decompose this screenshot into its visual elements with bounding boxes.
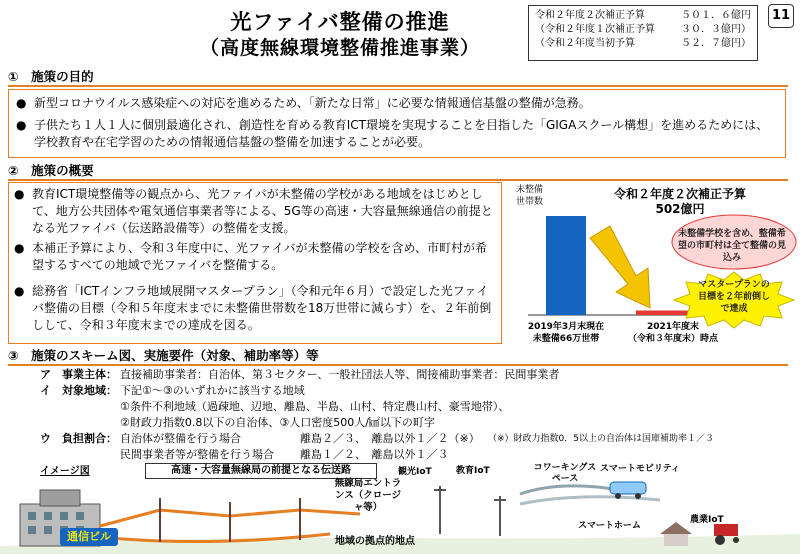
house-icon xyxy=(660,522,692,546)
callout-red-text: 未整備学校を含め、整備希望の市町村は全て整備の見込み xyxy=(677,229,786,263)
category-label: 未整備66万世帯 xyxy=(532,334,600,344)
bullet-icon: ● xyxy=(14,241,25,255)
category-label: （令和３年度末）時点 xyxy=(627,334,719,344)
callout-yellow-text: マスタープランの目標を２年前倒しで達成 xyxy=(697,280,770,314)
list-item: ● 教育ICT環境整備等の観点から、光ファイバが未整備の学校がある地域をはじめとして、地方公共団体や電気通信事業者等による、5G等の高速・大容量無線通信の前提となる光ファイバ（伝送路設備等）の整備を支援。 xyxy=(14,187,493,235)
list-item: ● 子供たち１人１人に個別最適化され、創造性を育める教育ICT環境を実現することを目指した「GIGAスクール構想」を進めるためには、学校教育や在宅学習のための情報通信基盤の整備を加速することが必要。 xyxy=(16,118,769,149)
chart-bar-2019 xyxy=(546,216,586,315)
bullet-icon: ● xyxy=(16,96,27,110)
spot-label: スマートホーム xyxy=(578,521,641,531)
category-label: 2019年3月末現在 xyxy=(527,322,605,332)
spot-label: スマートモビリティ xyxy=(600,464,680,474)
building-label: 通信ビル xyxy=(60,528,118,546)
category-label: 2021年度末 xyxy=(646,322,700,332)
list-item: ● 総務省「ICTインフラ地域展開マスタープラン」（令和元年６月）で設定した光ファイバ整備の目標（令和５年度末までに未整備世帯数を18万世帯に減らす）を、２年前倒しして、令和３年度末までの達成を図る。 xyxy=(14,284,492,332)
spot-label: 農業IoT xyxy=(690,515,724,525)
page-title: 光ファイバ整備の推進 xyxy=(230,10,450,34)
scheme-row: ①条件不利地域（過疎地、辺地、離島、半島、山村、特定農山村、豪雪地帯）、 xyxy=(120,400,510,413)
scheme-row: ②財政力指数0.8以下の自治体、③人口密度500人/㎢以下の町字 xyxy=(120,416,435,429)
antenna-icon xyxy=(494,496,506,536)
spot-label: 観光IoT xyxy=(398,467,432,477)
area-label: 地域の拠点的地点 xyxy=(335,536,415,547)
bullet-icon: ● xyxy=(14,187,25,201)
antenna-icon xyxy=(434,486,446,534)
budget-row: （令和２年度当初予算 ５２．７億円） xyxy=(535,38,751,49)
scheme-details xyxy=(40,368,780,462)
list-item: ● 本補正予算により、令和３年度中に、光ファイバが未整備の学校を含め、市町村が希望するすべての地域で光ファイバを整備する。 xyxy=(14,241,488,272)
scheme-row: 民間事業者等が整備を行う場合 離島１／２、 離島以外１／３ xyxy=(120,448,449,461)
illustration-label: イメージ図 xyxy=(40,466,90,477)
entrance-label: 無線局エントランス（クロージャ等） xyxy=(334,478,402,513)
section1-heading: ① 施策の目的 xyxy=(8,69,788,85)
section3-heading: ③ 施策のスキーム図、実施要件（対象、補助率等）等 xyxy=(8,348,788,364)
downward-arrow-icon xyxy=(590,226,650,308)
budget-row: 令和２年度２次補正予算 ５０１．６億円 xyxy=(535,10,751,21)
budget-box xyxy=(528,5,758,61)
banner-label: 高速・大容量無線局の前提となる伝送路 xyxy=(145,463,377,479)
scheme-row: イ 対象地域： 下記①～③のいずれかに該当する地域 xyxy=(40,384,305,397)
chart-subtitle: 502億円 xyxy=(655,202,705,216)
budget-row: （令和２年度１次補正予算 ３０．３億円） xyxy=(535,24,751,35)
page-number: 11 xyxy=(768,4,794,28)
chart-title: 令和２年度２次補正予算 xyxy=(613,187,746,201)
page-subtitle: （高度無線環境整備推進事業） xyxy=(199,37,480,59)
list-item: ● 新型コロナウイルス感染症への対応を進めるため、「新たな日常」に必要な情報通信基盤の整備が急務。 xyxy=(16,96,591,110)
spot-label: コワーキングスペース xyxy=(533,463,597,484)
y-axis-label: 世帯数 xyxy=(516,197,544,207)
section2-heading: ② 施策の概要 xyxy=(8,163,788,179)
spot-label: 教育IoT xyxy=(456,466,490,476)
bullet-icon: ● xyxy=(14,284,25,298)
y-axis-label: 未整備 xyxy=(516,185,544,195)
scheme-row: ウ 負担割合： 自治体が整備を行う場合 離島２／３、 離島以外１／２（※） （※）財政力指数0．5以上の自治体は国庫補助率１／３ xyxy=(40,432,714,445)
bullet-icon: ● xyxy=(16,118,27,132)
radio-wave xyxy=(520,486,620,494)
scheme-row: ア 事業主体： 直接補助事業者：自治体、第３セクター、一般社団法人等、間接補助事業者：民間事業者 xyxy=(40,368,560,381)
